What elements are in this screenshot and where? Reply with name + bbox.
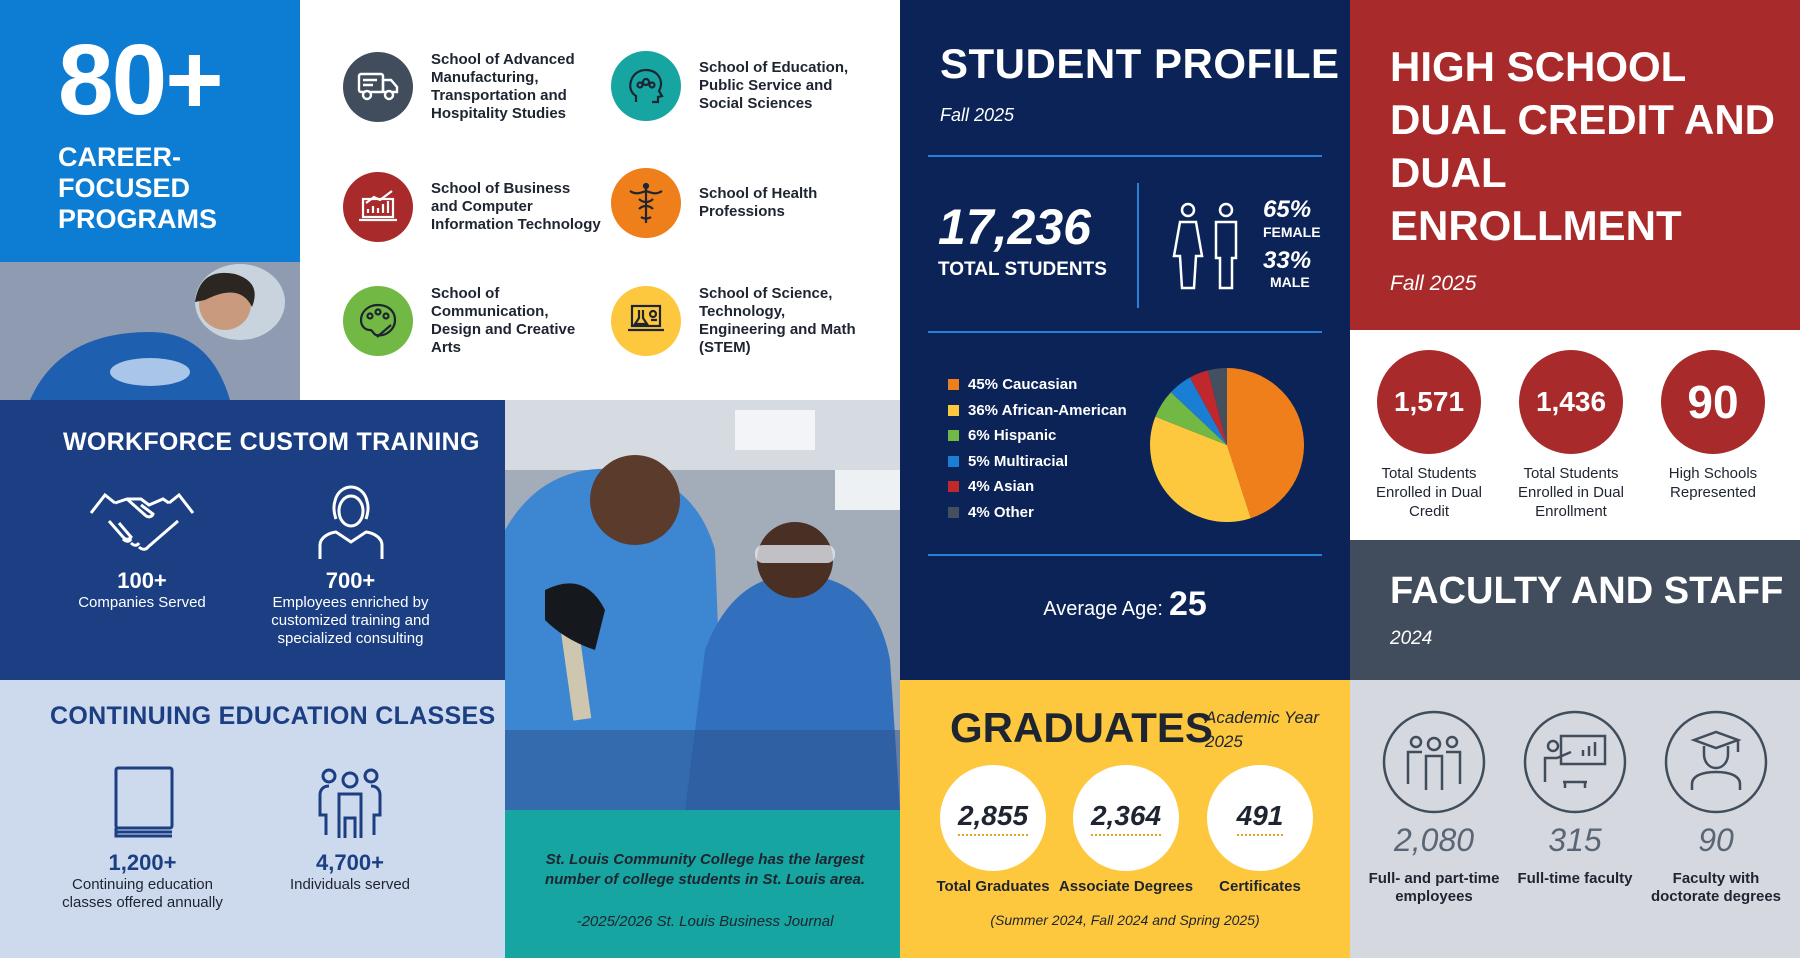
female-pct: 65% (1263, 196, 1312, 223)
school-name: School of Business and Computer Information Technology (431, 180, 601, 233)
student-profile-panel (900, 0, 1350, 680)
legend-item (948, 449, 1127, 475)
school-item-business[interactable] (343, 172, 601, 242)
programs-count: 80+ (58, 24, 222, 136)
school-item-education[interactable] (611, 51, 869, 121)
stat-value: 90 (1698, 822, 1734, 858)
stat-label: Total Students Enrolled in Dual Enrollment (1518, 465, 1624, 520)
graduates-year (1205, 706, 1319, 754)
faculty-panel (1350, 540, 1800, 680)
handshake-icon (62, 478, 222, 568)
divider (928, 331, 1322, 333)
school-name: School of Health Professions (699, 185, 818, 220)
profile-title: STUDENT PROFILE (940, 40, 1340, 87)
person-icon (263, 478, 438, 568)
legend-label: 45% Caucasian (968, 376, 1078, 394)
stat-value: 1,571 (1377, 350, 1481, 454)
stat-label: Certificates (1219, 878, 1301, 895)
divider (928, 155, 1322, 157)
stat-value: 700+ (325, 568, 376, 593)
legend-item (948, 474, 1127, 500)
school-item-stem[interactable] (611, 285, 869, 357)
continuing-stat-classes (55, 758, 230, 912)
stat-value: 491 (1237, 800, 1284, 836)
faculty-stats (1350, 680, 1800, 958)
high-school-title: HIGH SCHOOL DUAL CREDIT AND DUAL ENROLLMENT (1390, 43, 1775, 249)
stat-label: Total Students Enrolled in Dual Credit (1376, 465, 1482, 520)
student-photo (0, 262, 300, 400)
school-name: School of Communication, Design and Creative Arts (431, 285, 576, 356)
male-label: MALE (1270, 274, 1310, 290)
legend-item (948, 372, 1127, 398)
stat-label: Full-time faculty (1517, 870, 1633, 887)
teacher-icon (1523, 710, 1627, 819)
faculty-year: 2024 (1390, 628, 1433, 649)
programs-panel (0, 0, 300, 262)
stat-label: High Schools Represented (1668, 465, 1758, 501)
legend-label: 4% Asian (968, 478, 1035, 496)
grad-stat-circle (940, 765, 1046, 871)
school-name: School of Education, Public Service and Social Sciences (699, 59, 849, 112)
stat-value: 2,855 (958, 800, 1028, 836)
palette-icon (343, 286, 413, 356)
stat-value: 100+ (117, 568, 167, 593)
male-pct: 33% (1263, 247, 1312, 274)
group-icon (270, 758, 430, 850)
stat-value: 1,436 (1519, 350, 1623, 454)
divider (1137, 183, 1139, 308)
workforce-stat-employees (263, 478, 438, 648)
graduates-panel (900, 680, 1350, 958)
stat-value: 90 (1661, 350, 1765, 454)
gender-icon (1168, 202, 1248, 297)
quote-panel (505, 810, 900, 958)
graduates-year-line2: 2025 (1205, 732, 1243, 751)
stat-label: Total Graduates (936, 878, 1050, 895)
grad-stat-circle (1207, 765, 1313, 871)
profile-term: Fall 2025 (940, 105, 1015, 125)
programs-label: CAREER-FOCUSED PROGRAMS (58, 142, 218, 234)
truck-icon (343, 52, 413, 122)
quote-text: St. Louis Community College has the largest number of college students in St. Louis area. (544, 851, 866, 888)
graduates-year-line1: Academic Year (1205, 708, 1320, 727)
book-icon (55, 758, 230, 850)
employees-icon (1382, 710, 1486, 819)
caduceus-icon (611, 168, 681, 238)
stat-label: Companies Served (78, 594, 206, 611)
high-school-panel (1350, 0, 1800, 330)
workforce-title: WORKFORCE CUSTOM TRAINING (63, 428, 480, 456)
stat-value: 4,700+ (316, 850, 384, 875)
age-value: 25 (1168, 585, 1207, 623)
legend-swatch (948, 507, 959, 518)
female-label: FEMALE (1263, 224, 1321, 240)
legend-item (948, 500, 1127, 526)
stat-label: Faculty with doctorate degrees (1650, 870, 1782, 905)
grad-stat-circle (1073, 765, 1179, 871)
pie-legend (948, 372, 1127, 525)
stat-value: 2,080 (1393, 822, 1475, 858)
graduate-icon (1664, 710, 1768, 819)
workforce-panel (0, 400, 505, 680)
schools-panel (300, 0, 900, 400)
workforce-stat-companies (62, 478, 222, 612)
graduates-title: GRADUATES (950, 704, 1213, 751)
legend-swatch (948, 481, 959, 492)
faculty-title: FACULTY AND STAFF (1390, 570, 1784, 612)
legend-item (948, 398, 1127, 424)
age-label: Average Age: (1043, 598, 1163, 620)
stat-value: 2,364 (1091, 800, 1161, 836)
stat-label: Individuals served (289, 876, 411, 893)
total-students-value: 17,236 (938, 199, 1091, 255)
school-name: School of Advanced Manufacturing, Transportation and Hospitality Studies (431, 51, 575, 122)
legend-label: 6% Hispanic (968, 427, 1057, 445)
stat-value: 315 (1548, 822, 1602, 858)
high-school-stats (1350, 330, 1800, 540)
stat-label: Associate Degrees (1058, 878, 1194, 895)
laptop-chart-icon (343, 172, 413, 242)
legend-label: 36% African-American (968, 401, 1127, 419)
legend-swatch (948, 379, 959, 390)
divider (928, 554, 1322, 556)
legend-swatch (948, 430, 959, 441)
graduates-note: (Summer 2024, Fall 2024 and Spring 2025) (990, 912, 1260, 928)
head-people-icon (611, 51, 681, 121)
ethnicity-pie-chart (1148, 366, 1306, 524)
legend-swatch (948, 456, 959, 467)
lab-laptop-icon (611, 286, 681, 356)
quote-source: -2025/2026 St. Louis Business Journal (576, 913, 834, 930)
school-item-communication[interactable] (343, 285, 601, 357)
legend-label: 5% Multiracial (968, 452, 1069, 470)
continuing-panel (0, 680, 505, 958)
continuing-stat-individuals (270, 758, 430, 894)
average-age (900, 585, 1350, 624)
high-school-term: Fall 2025 (1390, 272, 1477, 295)
school-name: School of Science, Technology, Engineering and Math (STEM) (699, 285, 856, 356)
continuing-title: CONTINUING EDUCATION CLASSES (50, 702, 496, 730)
lab-students-photo (505, 400, 900, 810)
legend-label: 4% Other (968, 503, 1034, 521)
stat-value: 1,200+ (108, 850, 177, 875)
total-students-label: TOTAL STUDENTS (938, 259, 1107, 280)
legend-swatch (948, 405, 959, 416)
stat-label: Employees enriched by customized training and specialized consulting (271, 594, 430, 647)
school-item-manufacturing[interactable] (343, 51, 601, 123)
stat-label: Continuing education classes offered annually (62, 876, 223, 911)
stat-label: Full- and part-time employees (1368, 870, 1500, 905)
legend-item (948, 423, 1127, 449)
school-item-health[interactable] (611, 168, 869, 238)
